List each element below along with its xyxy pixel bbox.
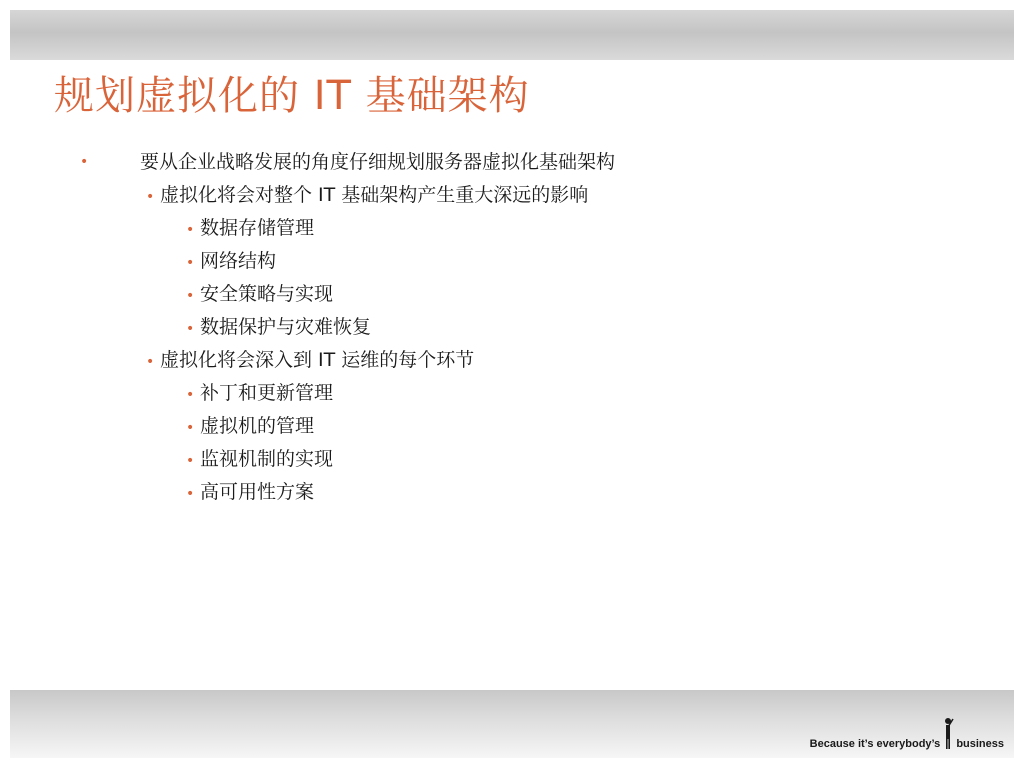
bullet-marker: • — [186, 288, 195, 304]
brand-prefix: Because it’s everybody’s — [809, 738, 941, 750]
bullet-item-level3 — [186, 313, 371, 343]
bullet-text: 数据保护与灾难恢复 — [200, 316, 372, 338]
bullet-marker: • — [186, 387, 195, 403]
bullet-marker: • — [186, 321, 195, 337]
bullet-text: 数据存储管理 — [200, 217, 315, 239]
bullet-item-level3 — [186, 379, 333, 409]
person-icon — [942, 716, 954, 750]
header-band — [10, 10, 1014, 60]
bullet-text: 虚拟化将会对整个 IT 基础架构产生重大深远的影响 — [160, 184, 589, 206]
bullet-marker: • — [186, 255, 195, 271]
bullet-marker: • — [80, 154, 89, 170]
bullet-text: 虚拟化将会深入到 IT 运维的每个环节 — [160, 349, 475, 371]
bullet-text: 高可用性方案 — [200, 481, 315, 503]
bullet-text: 安全策略与实现 — [200, 283, 334, 305]
bullet-text: 要从企业战略发展的角度仔细规划服务器虚拟化基础架构 — [140, 151, 616, 173]
bullet-text: 补丁和更新管理 — [200, 382, 334, 404]
bullet-marker: • — [186, 486, 195, 502]
bullet-item-level3 — [186, 214, 314, 244]
bullet-item-level3 — [186, 412, 314, 442]
slide-title: 规划虚拟化的 IT 基础架构 — [54, 73, 530, 119]
bullet-item-level2 — [146, 346, 474, 376]
bullet-item-level3 — [186, 247, 276, 277]
brand-suffix: business — [956, 738, 1004, 750]
bullet-item-level3 — [186, 478, 314, 508]
bullet-marker: • — [146, 354, 155, 370]
bullet-marker: • — [186, 453, 195, 469]
bullet-marker: • — [186, 222, 195, 238]
bullet-item-level2 — [146, 181, 588, 211]
bullet-item-level3 — [186, 445, 333, 475]
bullet-marker: • — [186, 420, 195, 436]
bullet-text: 网络结构 — [200, 250, 277, 272]
bullet-item-level3 — [186, 280, 333, 310]
brand-tagline — [810, 712, 1004, 750]
bullet-text: 监视机制的实现 — [200, 448, 334, 470]
bullet-text: 虚拟机的管理 — [200, 415, 315, 437]
bullet-marker: • — [146, 189, 155, 205]
